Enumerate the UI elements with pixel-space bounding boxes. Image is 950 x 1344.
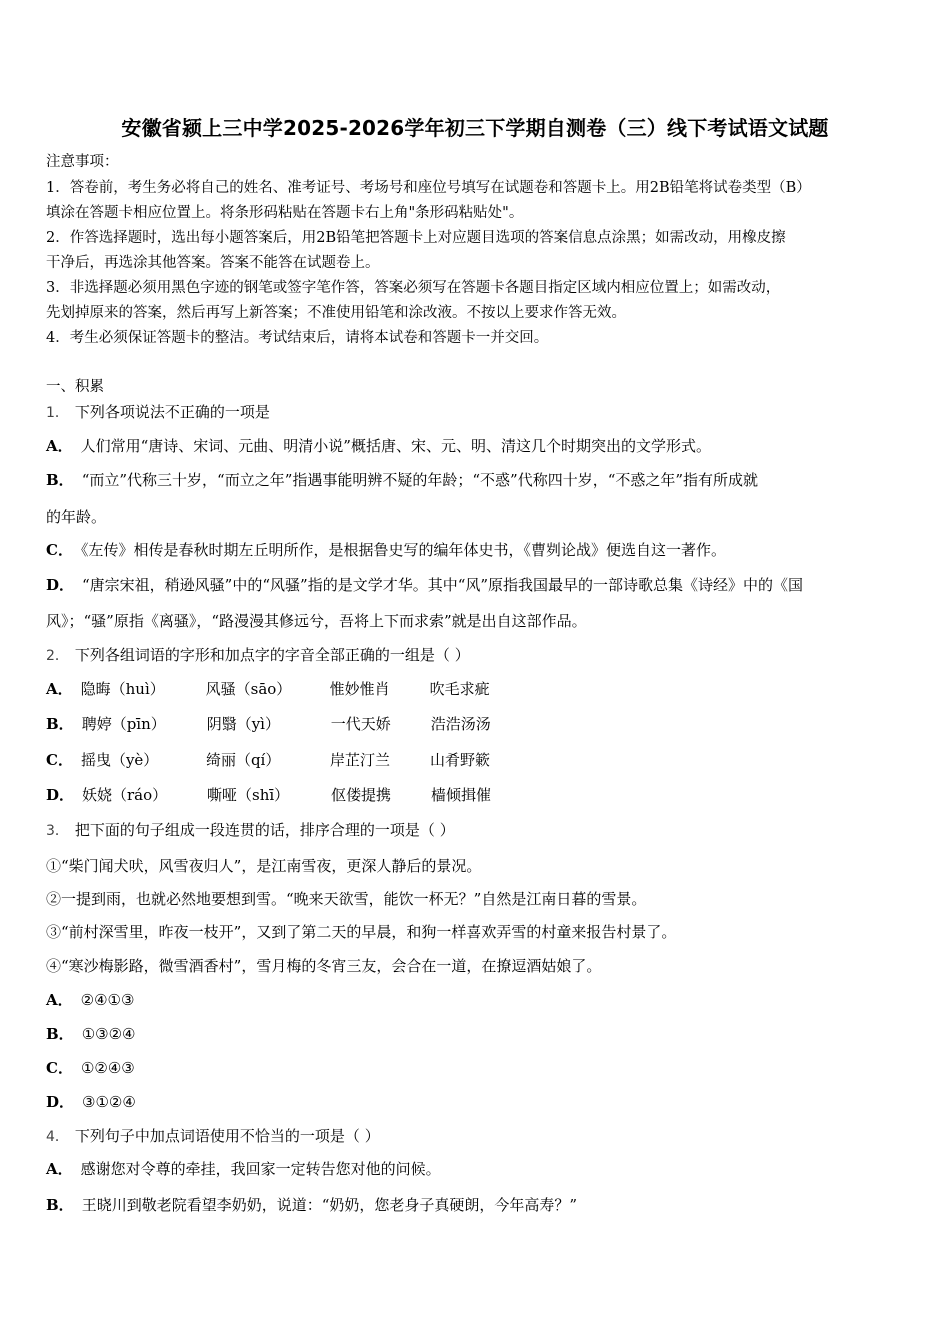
- option-text: “而立”代称三十岁，“而立之年”指遇事能明辨不疑的年龄；“不惑”代称四十岁，“不惑之年”指有所成就: [81, 471, 759, 489]
- option-label: B．: [46, 471, 74, 489]
- q3-sentence-3: ③“前村深雪里，昨夜一枝开”，又到了第二天的早晨，和狗一样喜欢弄雪的村童来报告村景了。: [46, 923, 677, 941]
- notice-line: 3．非选择题必须用黑色字迹的钢笔或签字笔作答，答案必须写在答题卡各题目指定区域内相应位置上；如需改动，: [46, 280, 781, 296]
- option-text: 《左传》相传是春秋时期左丘明所作，是根据鲁史写的编年体史书，《曹刿论战》便选自这一著作。: [80, 541, 726, 559]
- question-stem: 下列各组词语的字形和加点字的字音全部正确的一组是（ ）: [74, 646, 470, 664]
- option-label: B．: [46, 1196, 74, 1214]
- notice-line: 填涂在答题卡相应位置上。将条形码粘贴在答题卡右上角"条形码粘贴处"。: [46, 205, 524, 221]
- q3-sentence-1: ①“柴门闻犬吠，风雪夜归人”，是江南雪夜，更深人静后的景况。: [46, 857, 482, 875]
- section-heading: 一、积累: [46, 379, 104, 395]
- option-label: D．: [46, 576, 75, 594]
- word: 惟妙惟肖: [329, 680, 390, 698]
- q1-option-b: [46, 470, 758, 490]
- q3-option-a: [46, 990, 134, 1010]
- option-label: A．: [46, 991, 73, 1009]
- q2-option-d: [46, 785, 491, 805]
- option-label: D．: [46, 786, 75, 804]
- word: 妖娆（ráo）: [82, 786, 168, 804]
- word: 浩浩汤汤: [430, 715, 491, 733]
- q3-option-c: [46, 1058, 135, 1078]
- option-text: 感谢您对令尊的牵挂，我回家一定转告您对他的问候。: [80, 1160, 441, 1178]
- word: 山肴野簌: [429, 751, 490, 769]
- word: 岸芷汀兰: [329, 751, 390, 769]
- option-text: ③①②④: [82, 1093, 136, 1111]
- page-title: 安徽省颍上三中学2025-2026学年初三下学期自测卷（三）线下考试语文试题: [121, 116, 829, 140]
- q2-option-b: [46, 714, 491, 734]
- option-label: C．: [46, 751, 73, 769]
- word: 吹毛求疵: [429, 680, 490, 698]
- option-label: C．: [46, 541, 73, 559]
- question-2: [46, 645, 470, 666]
- option-text: ①③②④: [81, 1025, 136, 1043]
- question-number: 3．: [46, 823, 69, 839]
- notice-line: 2．作答选择题时，选出每小题答案后，用2B铅笔把答题卡上对应题目选项的答案信息点涂黑；如需改动，用橡皮擦: [46, 230, 786, 246]
- word: 一代天娇: [330, 715, 391, 733]
- option-label: A．: [46, 680, 73, 698]
- q3-option-d: [46, 1092, 136, 1112]
- option-text: ②④①③: [80, 991, 135, 1009]
- q4-option-b: [46, 1195, 577, 1215]
- question-stem: 下列句子中加点词语使用不恰当的一项是（ ）: [74, 1127, 380, 1145]
- option-label: A．: [46, 437, 73, 455]
- word: 嘶哑（shī）: [207, 786, 290, 804]
- question-number: 2．: [46, 648, 69, 664]
- word: 阴翳（yì）: [206, 715, 280, 733]
- word: 聘婷（pīn）: [81, 715, 166, 733]
- option-text: 人们常用“唐诗、宋词、元曲、明清小说”概括唐、宋、元、明、清这几个时期突出的文学形式。: [80, 437, 711, 455]
- question-stem: 下列各项说法不正确的一项是: [74, 403, 270, 421]
- notice-line: 先划掉原来的答案，然后再写上新答案；不准使用铅笔和涂改液。不按以上要求作答无效。: [46, 305, 626, 321]
- question-number: 4．: [46, 1129, 69, 1145]
- q3-option-b: [46, 1024, 135, 1044]
- notice-heading: 注意事项：: [46, 154, 119, 170]
- q4-option-a: [46, 1159, 441, 1179]
- q2-option-a: [46, 679, 490, 699]
- question-1: [46, 402, 270, 423]
- option-label: D．: [46, 1093, 75, 1111]
- q3-sentence-2: ②一提到雨，也就必然地要想到雪。“晚来天欲雪，能饮一杯无？”自然是江南日暮的雪景。: [46, 890, 647, 908]
- q1-option-a: [46, 436, 711, 456]
- q2-option-c: [46, 750, 490, 770]
- word: 樯倾揖催: [431, 786, 492, 804]
- notice-line: 1．答卷前，考生务必将自己的姓名、准考证号、考场号和座位号填写在试题卷和答题卡上。用2B铅笔将试卷类型（B）: [46, 180, 811, 196]
- question-3: [46, 820, 455, 841]
- notice-line: 4．考生必须保证答题卡的整洁。考试结束后，请将本试卷和答题卡一并交回。: [46, 330, 549, 346]
- question-stem: 把下面的句子组成一段连贯的话，排序合理的一项是（ ）: [74, 821, 455, 839]
- word: 风骚（sāo）: [205, 680, 292, 698]
- q1-option-c: [46, 540, 726, 560]
- option-label: A．: [46, 1160, 73, 1178]
- question-4: [46, 1126, 380, 1147]
- option-text: ①②④③: [80, 1059, 135, 1077]
- word: 隐晦（huì）: [80, 680, 165, 698]
- option-text: “唐宗宋祖，稍逊风骚”中的“风骚”指的是文学才华。其中“风”原指我国最早的一部诗歌总集《诗经》中的《国: [82, 576, 804, 594]
- word: 伛偻提携: [331, 786, 392, 804]
- option-label: C．: [46, 1059, 73, 1077]
- question-number: 1．: [46, 405, 69, 421]
- notice-line: 干净后，再选涂其他答案。答案不能答在试题卷上。: [46, 255, 380, 271]
- q1-option-d: [46, 575, 803, 595]
- word: 摇曳（yè）: [80, 751, 159, 769]
- option-text: 王晓川到敬老院看望李奶奶，说道：“奶奶，您老身子真硬朗，今年高寿？”: [81, 1196, 578, 1214]
- q1-option-b-cont: 的年龄。: [46, 508, 107, 526]
- q3-sentence-4: ④“寒沙梅影路，微雪酒香村”，雪月梅的冬宵三友，会合在一道，在撩逗酒姑娘了。: [46, 957, 602, 975]
- option-label: B．: [46, 1025, 74, 1043]
- q1-option-d-cont: 风》；“骚”原指《离骚》，“路漫漫其修远兮，吾将上下而求索”就是出自这部作品。: [46, 612, 587, 630]
- option-label: B．: [46, 715, 74, 733]
- word: 绮丽（qí）: [205, 751, 281, 769]
